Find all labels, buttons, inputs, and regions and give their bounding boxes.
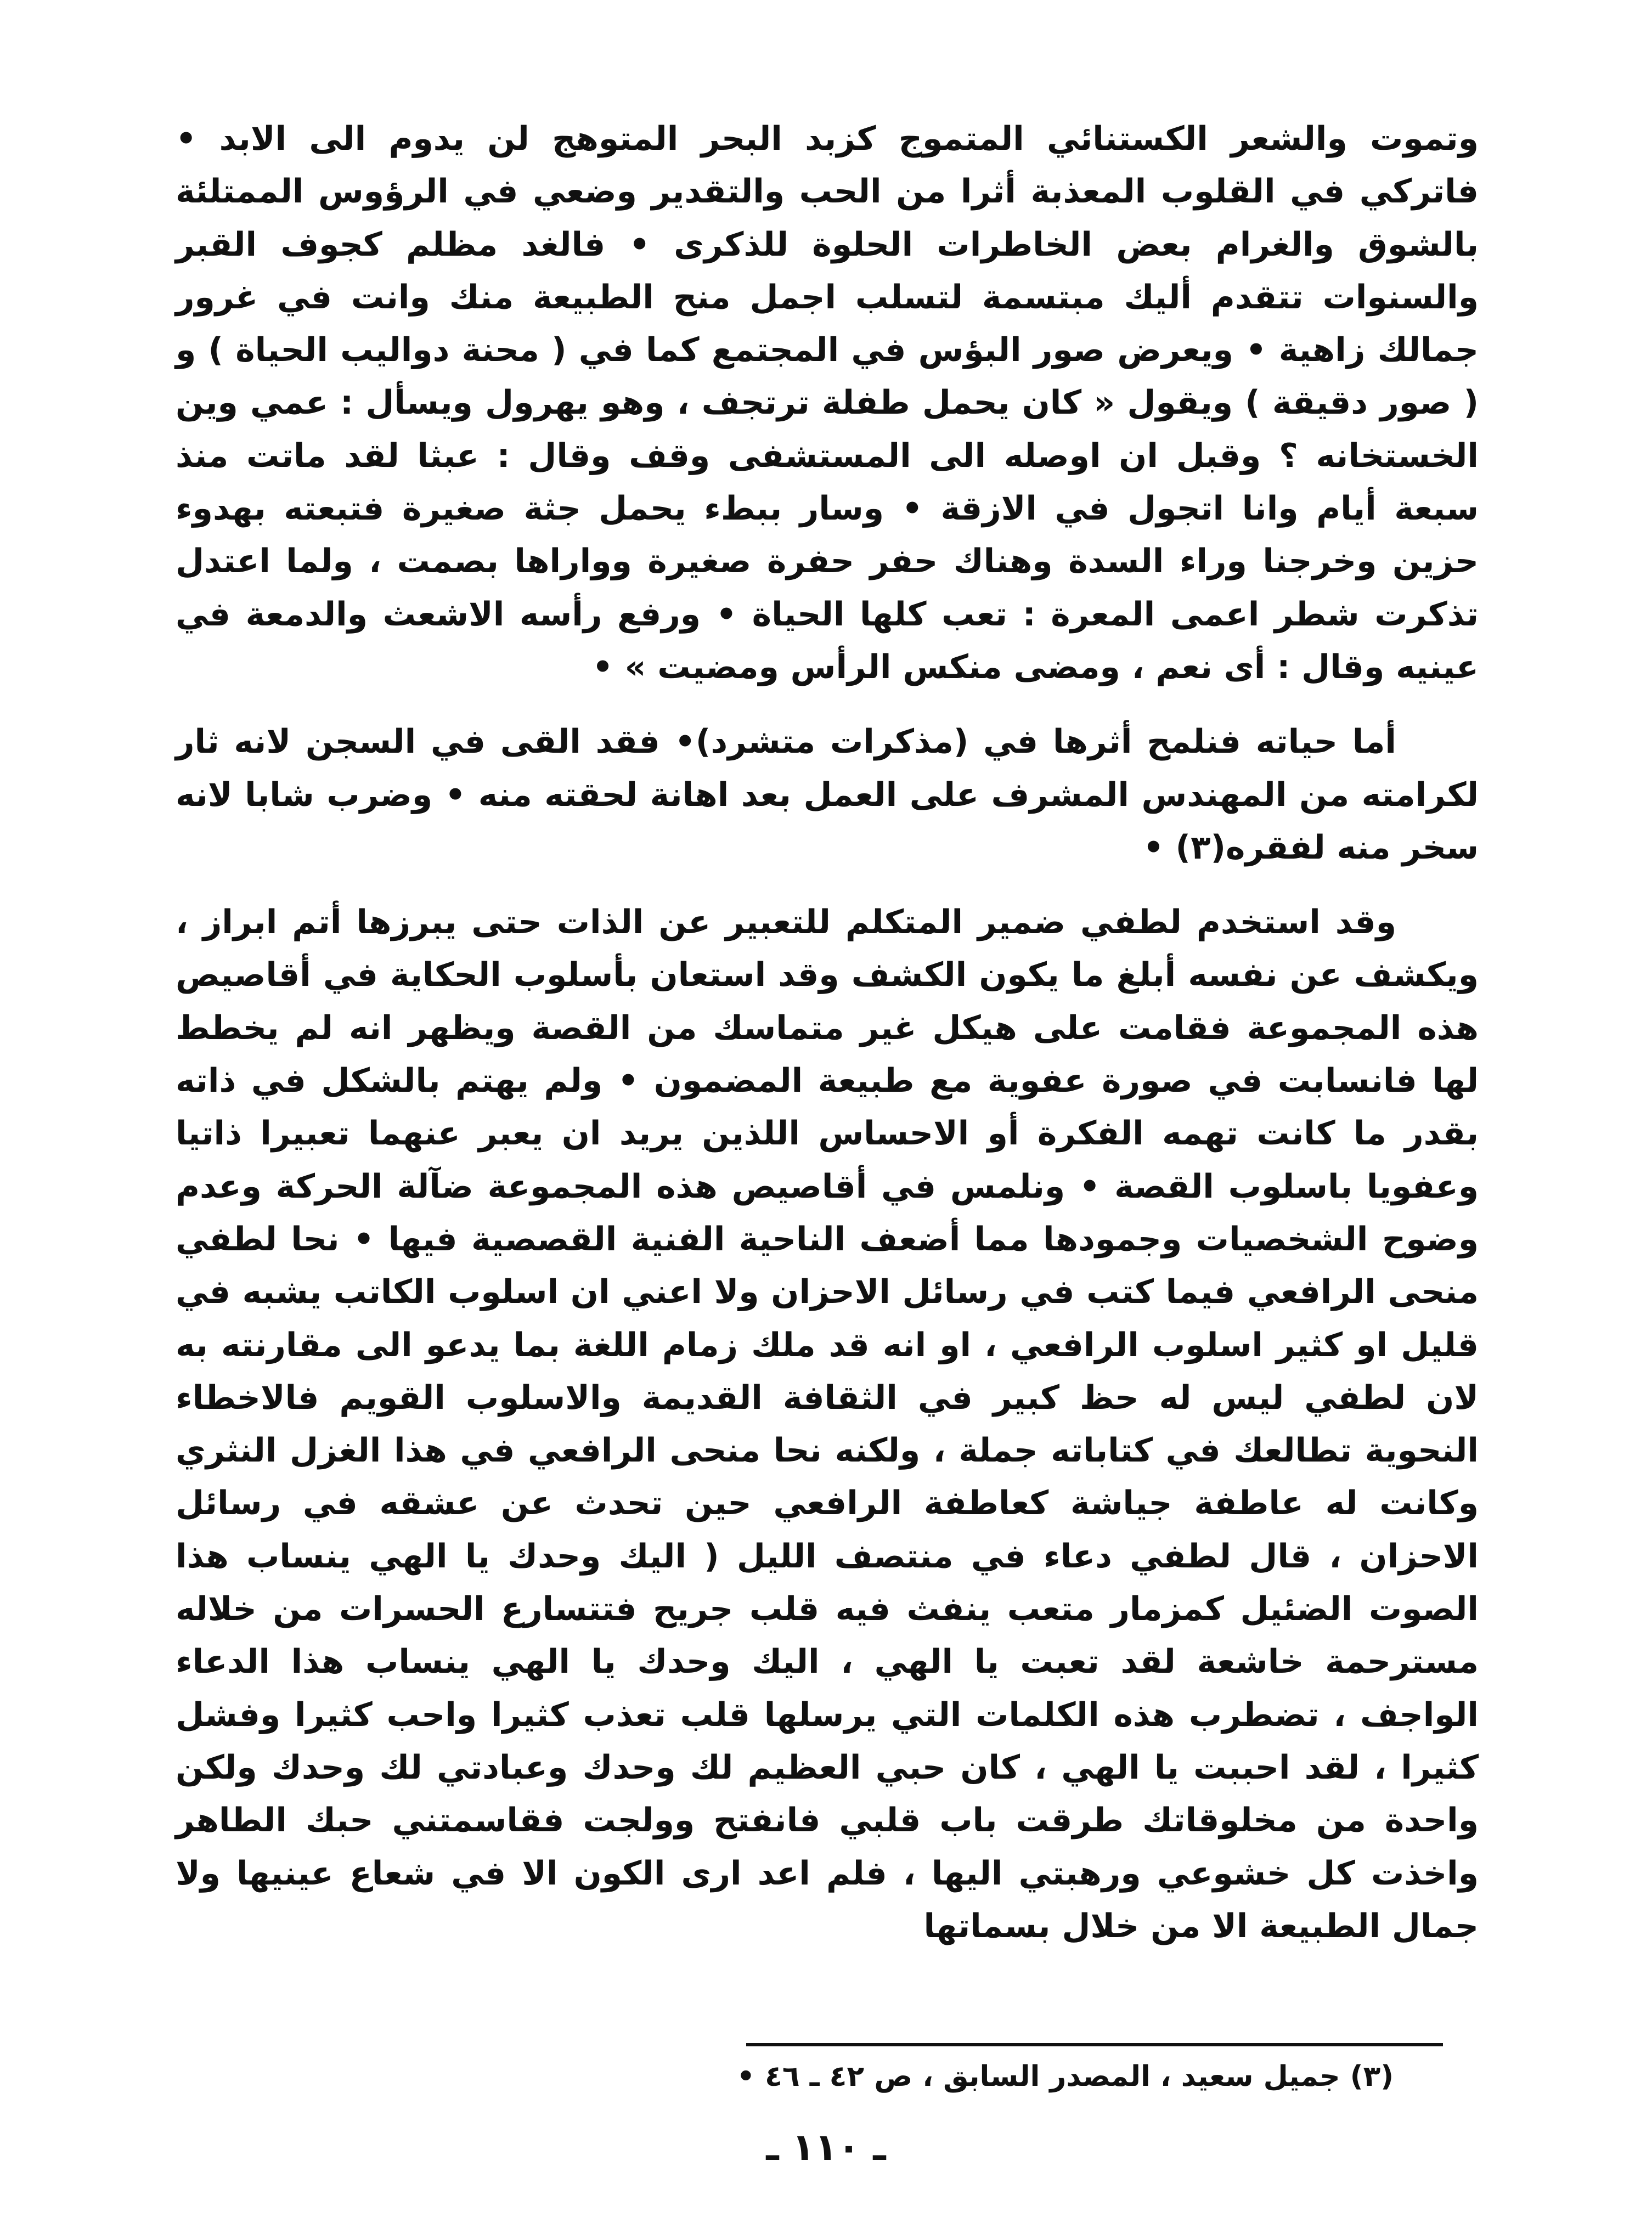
footnote-divider bbox=[746, 2043, 1443, 2046]
page-number: ـ ١١٠ ـ bbox=[766, 2126, 886, 2169]
paragraph-2: أما حياته فنلمح أثرها في (مذكرات متشرد)• فقد القى في السجن لانه ثار لكرامته من المهندس المشرف على العمل بعد اهانة لحقته منه • وضرب شابا لانه سخر منه لفقره(٣) • bbox=[176, 723, 1479, 867]
paragraph-1: وتموت والشعر الكستنائي المتموج كزبد البحر المتوهج لن يدوم الى الابد • فاتركي في القلوب المعذبة أثرا من الحب والتقدير وضعي في الرؤوس الممتلئة بالشوق والغرام بعض الخاطرات الحلوة للذكرى • فالغد مظلم كجوف القبر والسنوات تتقدم أليك مبتسمة لتسلب اجمل منح الطبيعة منك وانت في غرور جمالك زاهية • ويعرض صور البؤس في المجتمع كما في ( محنة دواليب الحياة ) و ( صور دقيقة ) ويقول « كان يحمل طفلة ترتجف ، وهو يهرول ويسأل : عمي وين الخستخانه ؟ وقبل ان اوصله الى المستشفى وقف وقال : عبثا لقد ماتت منذ سبعة أيام وانا اتجول في الازقة • وسار ببطء يحمل جثة صغيرة فتبعته بهدوء حزين وخرجنا وراء السدة وهناك حفر حفرة صغيرة وواراها بصمت ، ولما اعتدل تذكرت شطر اعمى المعرة : تعب كلها الحياة • ورفع رأسه الاشعث والدمعة في عينيه وقال : أى نعم ، ومضى منكس الرأس ومضيت » • bbox=[176, 120, 1479, 686]
body-text bbox=[176, 112, 1479, 1953]
footnote: (٣) جميل سعيد ، المصدر السابق ، ص ٤٢ ـ ٤٦ • bbox=[736, 2060, 1394, 2093]
paragraph-3: وقد استخدم لطفي ضمير المتكلم للتعبير عن الذات حتى يبرزها أتم ابراز ، ويكشف عن نفسه أبلغ ما يكون الكشف وقد استعان بأسلوب الحكاية في أقاصيص هذه المجموعة فقامت على هيكل غير متماسك من القصة ويظهر انه لم يخطط لها فانسابت في صورة عفوية مع طبيعة المضمون • ولم يهتم بالشكل في ذاته بقدر ما كانت تهمه الفكرة أو الاحساس اللذين يريد ان يعبر عنهما تعبيرا ذاتيا وعفويا باسلوب القصة • ونلمس في أقاصيص هذه المجموعة ضآلة الحركة وعدم وضوح الشخصيات وجمودها مما أضعف الناحية الفنية القصصية فيها • نحا لطفي منحى الرافعي فيما كتب في رسائل الاحزان ولا اعني ان اسلوب الكاتب يشبه في قليل او كثير اسلوب الرافعي ، او انه قد ملك زمام اللغة بما يدعو الى مقارنته به لان لطفي ليس له حظ كبير في الثقافة القديمة والاسلوب القويم فالاخطاء النحوية تطالعك في كتاباته جملة ، ولكنه نحا منحى الرافعي في هذا الغزل النثري وكانت له عاطفة جياشة كعاطفة الرافعي حين تحدث عن عشقه في رسائل الاحزان ، قال لطفي دعاء في منتصف الليل ( اليك وحدك يا الهي ينساب هذا الصوت الضئيل كمزمار متعب ينفث فيه قلب جريح فتتسارع الحسرات من خلاله مسترحمة خاشعة لقد تعبت يا الهي ، اليك وحدك يا الهي ينساب هذا الدعاء الواجف ، تضطرب هذه الكلمات التي يرسلها قلب تعذب كثيرا واحب كثيرا وفشل كثيرا ، لقد احببت يا الهي ، كان حبي العظيم لك وحدك وعبادتي لك وحدك ولكن واحدة من مخلوقاتك طرقت باب قلبي فانفتح وولجت فقاسمتني حبك الطاهر واخذت كل خشوعي ورهبتي اليها ، فلم اعد ارى الكون الا في شعاع عينيها ولا جمال الطبيعة الا من خلال بسماتها bbox=[176, 903, 1479, 1945]
